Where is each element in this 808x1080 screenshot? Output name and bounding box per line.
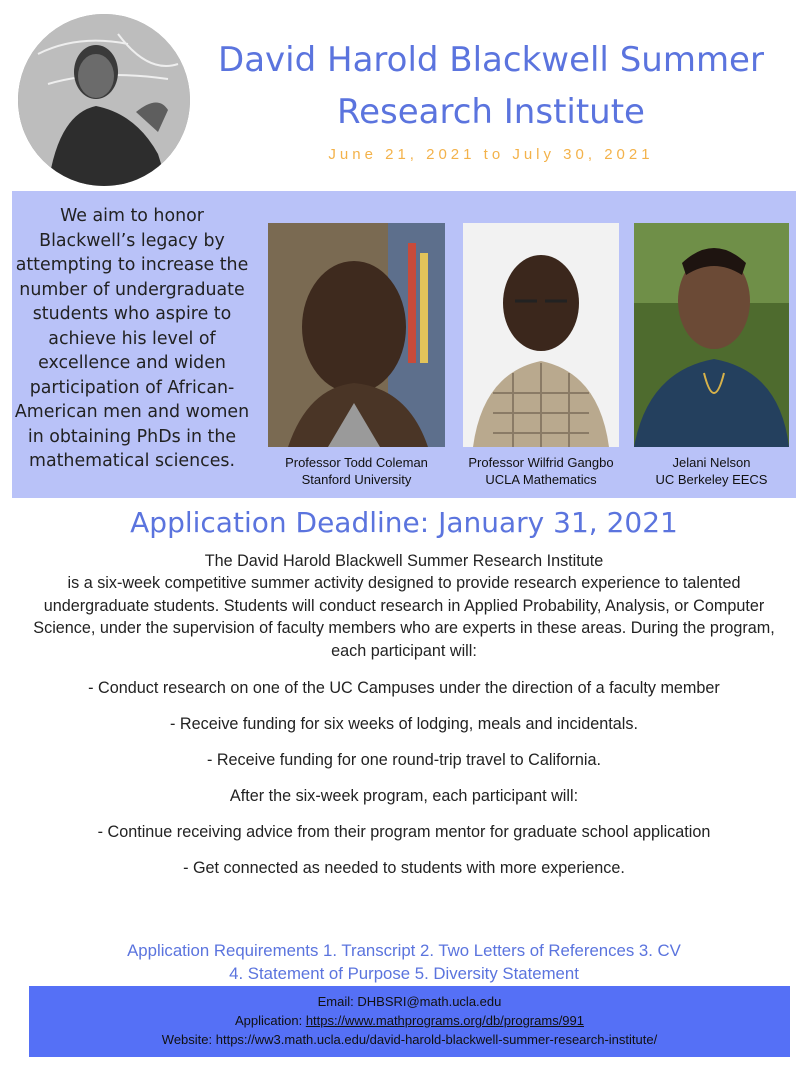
application-requirements (40, 939, 768, 985)
benefit-item: - Conduct research on one of the UC Campuses under the direction of a faculty member (88, 679, 720, 697)
benefit-item: - Continue receiving advice from their program mentor for graduate school application (97, 823, 711, 841)
application-deadline: Application Deadline: January 31, 2021 (130, 506, 678, 539)
faculty-affiliation: UC Berkeley EECS (655, 472, 768, 487)
benefit-item: - Receive funding for six weeks of lodging, meals and incidentals. (170, 715, 638, 733)
faculty-name: Professor Wilfrid Gangbo (468, 455, 614, 470)
title-line-1: David Harold Blackwell Summer (218, 40, 764, 80)
benefit-item: - Receive funding for one round-trip travel to California. (206, 751, 602, 769)
requirements-items-2: 4. Statement of Purpose 5. Diversity Statement (229, 964, 579, 983)
blackwell-portrait (18, 14, 190, 186)
caption-todd-coleman (266, 454, 447, 488)
program-description (20, 550, 788, 662)
program-dates: June 21, 2021 to July 30, 2021 (328, 146, 654, 163)
benefit-item: - Get connected as needed to students with more experience. (183, 859, 625, 877)
contact-email: Email: DHBSRI@math.ucla.edu (317, 994, 502, 1009)
page-title (196, 34, 786, 138)
application-link[interactable]: https://www.mathprograms.org/db/programs/991 (305, 1013, 584, 1028)
mission-statement: We aim to honor Blackwell’s legacy by attempting to increase the number of undergraduate students who aspire to achieve his level of excellence and widen participation of African-American men and women in obtaining PhDs in the mathematical sciences. (14, 206, 250, 471)
photo-wilfrid-gangbo (463, 223, 619, 447)
faculty-affiliation: UCLA Mathematics (485, 472, 597, 487)
application-label: Application: (234, 1013, 306, 1028)
photo-todd-coleman (268, 223, 445, 447)
description-body: is a six-week competitive summer activity designed to provide research experience to talented undergraduate students. Students will conduct research in Applied Probability, Analysis, or Computer Science, under the supervision of faculty members who are experts in these areas. During the program, each participant will: (33, 574, 775, 660)
faculty-name: Jelani Nelson (672, 455, 751, 470)
caption-wilfrid-gangbo (451, 454, 631, 488)
requirements-items-1: 1. Transcript 2. Two Letters of References 3. CV (318, 941, 681, 960)
faculty-name: Professor Todd Coleman (285, 455, 428, 470)
photo-jelani-nelson (634, 223, 789, 447)
contact-website: Website: https://ww3.math.ucla.edu/david-harold-blackwell-summer-research-institute/ (161, 1032, 658, 1047)
requirements-label: Application Requirements (127, 941, 319, 960)
participant-benefits (40, 676, 768, 892)
description-line-1: The David Harold Blackwell Summer Research Institute (204, 552, 604, 570)
title-line-2: Research Institute (337, 92, 645, 132)
contact-application (29, 1011, 790, 1030)
faculty-affiliation: Stanford University (301, 472, 412, 487)
contact-footer (29, 986, 790, 1057)
after-program-heading: After the six-week program, each participant will: (229, 787, 579, 805)
blackwell-portrait-image (18, 14, 190, 186)
caption-jelani-nelson (634, 454, 789, 488)
